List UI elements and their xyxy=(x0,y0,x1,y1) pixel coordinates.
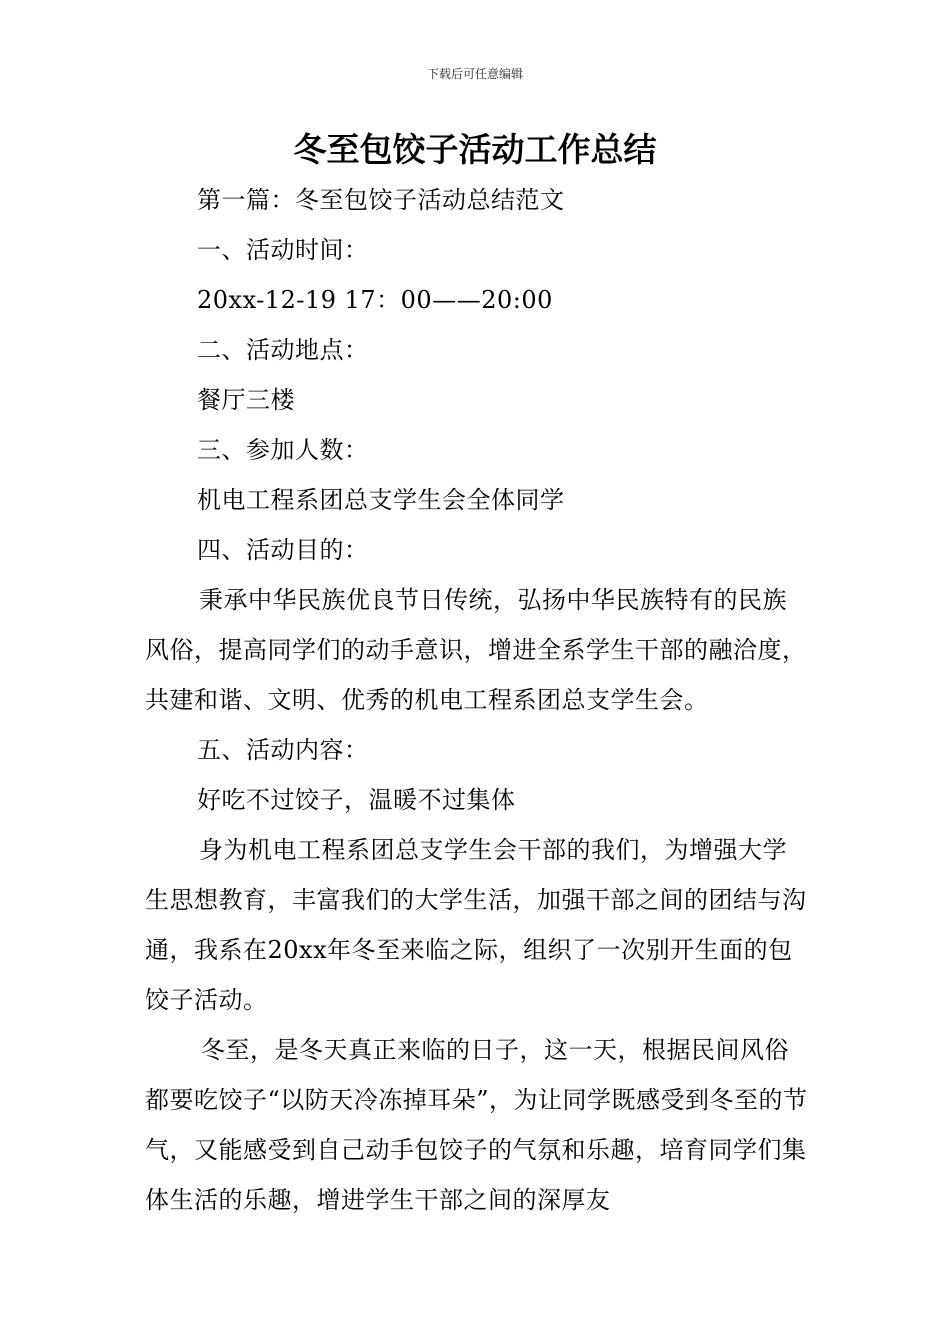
paragraph-section-heading: 第一篇：冬至包饺子活动总结范文 xyxy=(197,186,565,214)
paragraph-purpose-label: 四、活动目的： xyxy=(197,536,369,564)
paragraph-activity-location-label: 二、活动地点： xyxy=(197,336,369,364)
paragraph-content-body-1: 身为机电工程系团总支学生会干部的我们，为增强大学生思想教育，丰富我们的大学生活，加强干部之间的团结与沟通，我系在20xx年冬至来临之际，组织了一次别开生面的包饺子活动。 xyxy=(145,836,807,1014)
page-header-note: 下载后可任意编辑 xyxy=(426,67,523,81)
paragraph-activity-location-value: 餐厅三楼 xyxy=(197,386,295,414)
paragraph-content-body-2: 冬至，是冬天真正来临的日子，这一天，根据民间风俗都要吃饺子“以防天冷冻掉耳朵”，为让同学既感受到冬至的节气，又能感受到自己动手包饺子的气氛和乐趣，培育同学们集体生活的乐趣，增进学生干部之间的深厚友 xyxy=(145,1036,808,1214)
paragraph-content-label: 五、活动内容： xyxy=(197,736,369,764)
paragraph-participants-value: 机电工程系团总支学生会全体同学 xyxy=(197,486,565,514)
paragraph-activity-time-label: 一、活动时间： xyxy=(197,236,369,264)
paragraph-activity-time-value: 20xx-12-19 17：00——20:00 xyxy=(197,286,553,314)
document-body xyxy=(145,175,810,1225)
paragraph-purpose-body: 秉承中华民族优良节日传统，弘扬中华民族特有的民族风俗，提高同学们的动手意识，增进全系学生干部的融洽度，共建和谐、文明、优秀的机电工程系团总支学生会。 xyxy=(145,586,807,714)
paragraph-content-slogan: 好吃不过饺子，温暖不过集体 xyxy=(197,786,516,814)
document-title: 冬至包饺子活动工作总结 xyxy=(293,130,657,169)
paragraph-participants-label: 三、参加人数： xyxy=(197,436,369,464)
